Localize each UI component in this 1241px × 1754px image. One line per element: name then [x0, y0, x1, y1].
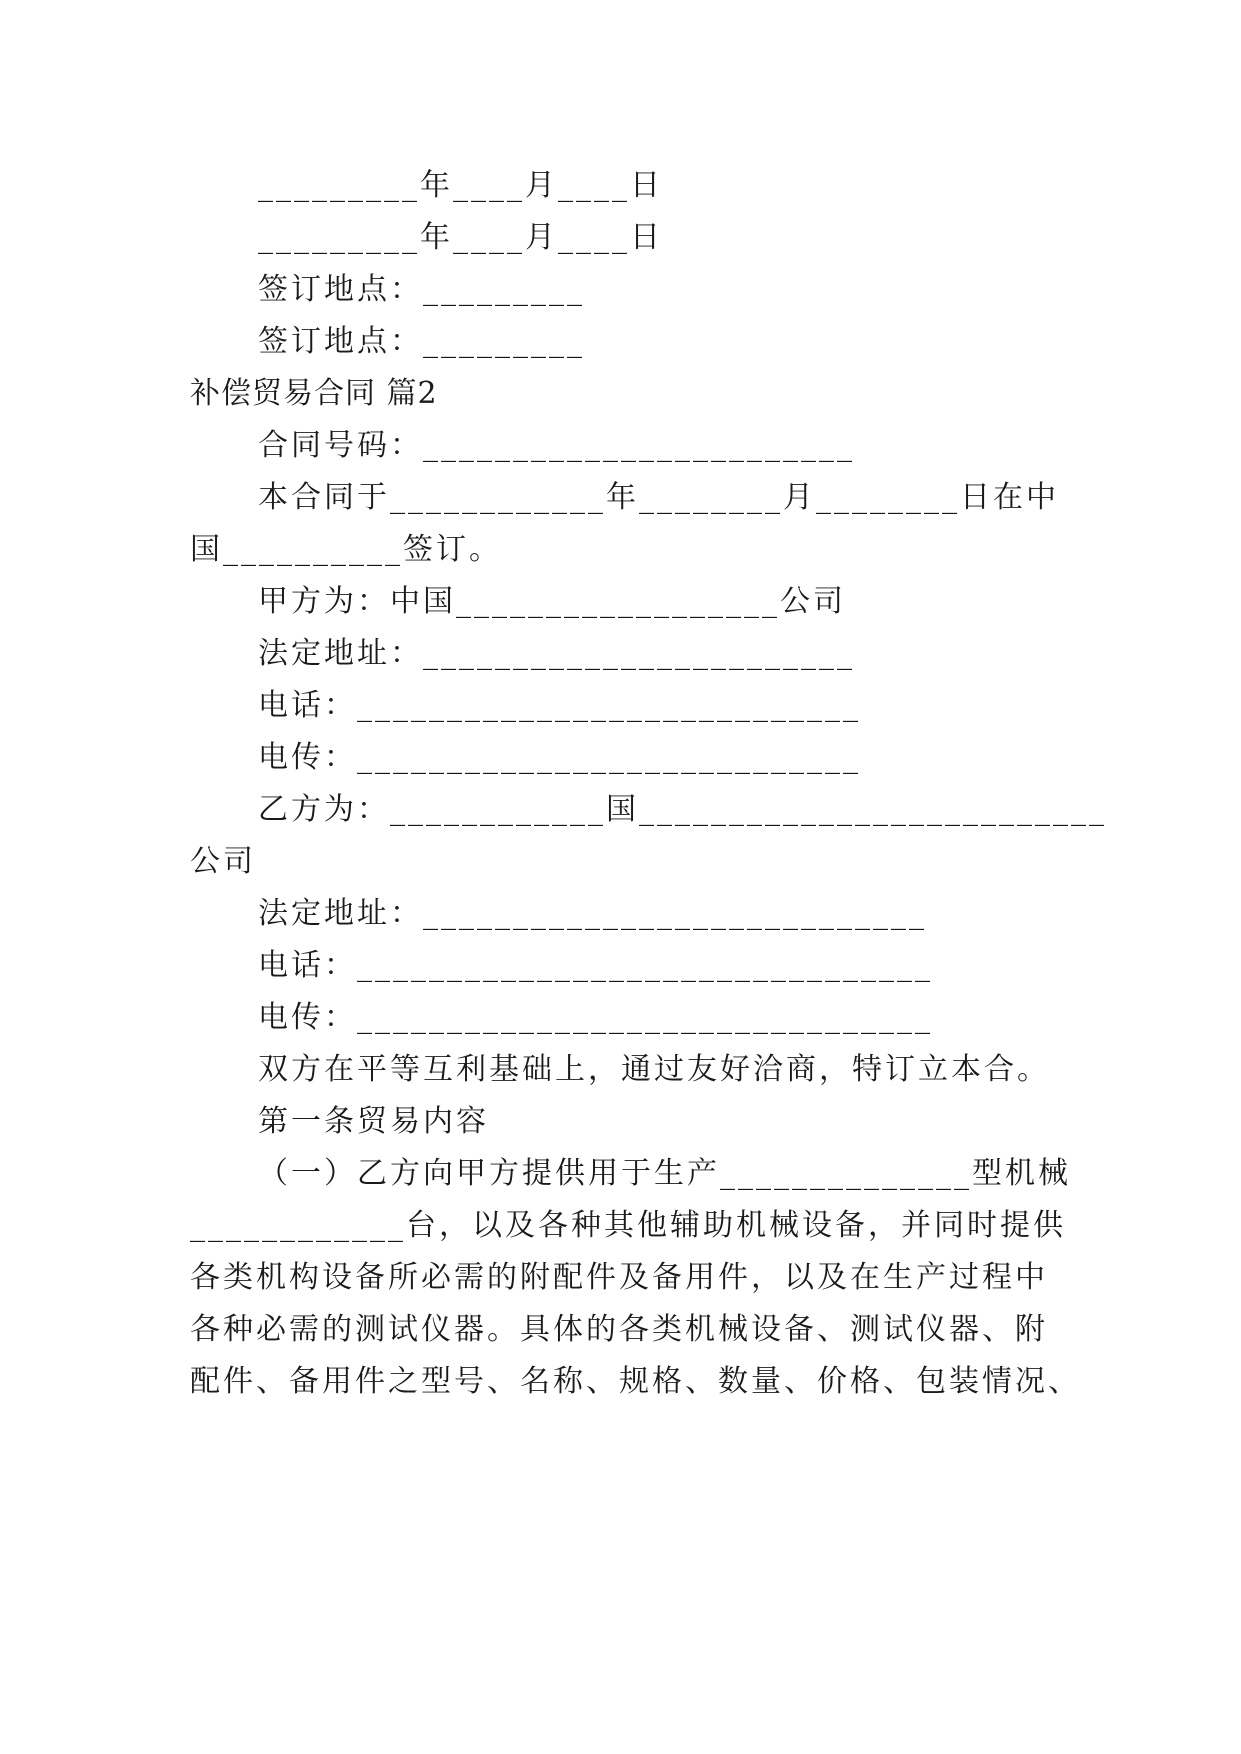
article-one-paragraph-line-2: ____________台，以及各种其他辅助机械设备，并同时提供: [190, 1208, 1066, 1243]
signing-place-line-1: 签订地点：_________: [258, 272, 585, 307]
party-a-telex-line: 电传：____________________________: [258, 740, 861, 775]
signing-place-line-2: 签订地点：_________: [258, 324, 585, 359]
preamble-line: 双方在平等互利基础上，通过友好洽商，特订立本合。: [258, 1052, 1050, 1087]
signing-date-line-2: _________年____月____日: [258, 220, 663, 255]
article-one-title: 第一条贸易内容: [258, 1104, 489, 1139]
article-one-paragraph-line-3: 各类机构设备所必需的附配件及备用件，以及在生产过程中: [190, 1260, 1048, 1295]
party-b-phone-line: 电话：________________________________: [258, 948, 933, 983]
party-b-address-line: 法定地址：____________________________: [258, 896, 927, 931]
party-a-address-line: 法定地址：________________________: [258, 636, 855, 671]
party-a-phone-line: 电话：____________________________: [258, 688, 861, 723]
section-title: 补偿贸易合同 篇2: [190, 376, 438, 411]
signing-date-line-1: _________年____月____日: [258, 168, 663, 203]
party-b-line: 乙方为：____________国__________________________: [258, 792, 1107, 827]
contract-number-line: 合同号码：________________________: [258, 428, 855, 463]
article-one-paragraph-line-1: （一）乙方向甲方提供用于生产______________型机械: [258, 1156, 1071, 1191]
party-b-telex-line: 电传：________________________________: [258, 1000, 933, 1035]
article-one-paragraph-line-5: 配件、备用件之型号、名称、规格、数量、价格、包装情况、: [190, 1364, 1081, 1399]
contract-date-line: 本合同于____________年________月________日在中: [258, 480, 1059, 515]
party-b-company-line: 公司: [190, 844, 256, 879]
article-one-paragraph-line-4: 各种必需的测试仪器。具体的各类机械设备、测试仪器、附: [190, 1312, 1048, 1347]
party-a-line: 甲方为：中国__________________公司: [258, 584, 846, 619]
contract-place-line: 国__________签订。: [190, 532, 502, 567]
